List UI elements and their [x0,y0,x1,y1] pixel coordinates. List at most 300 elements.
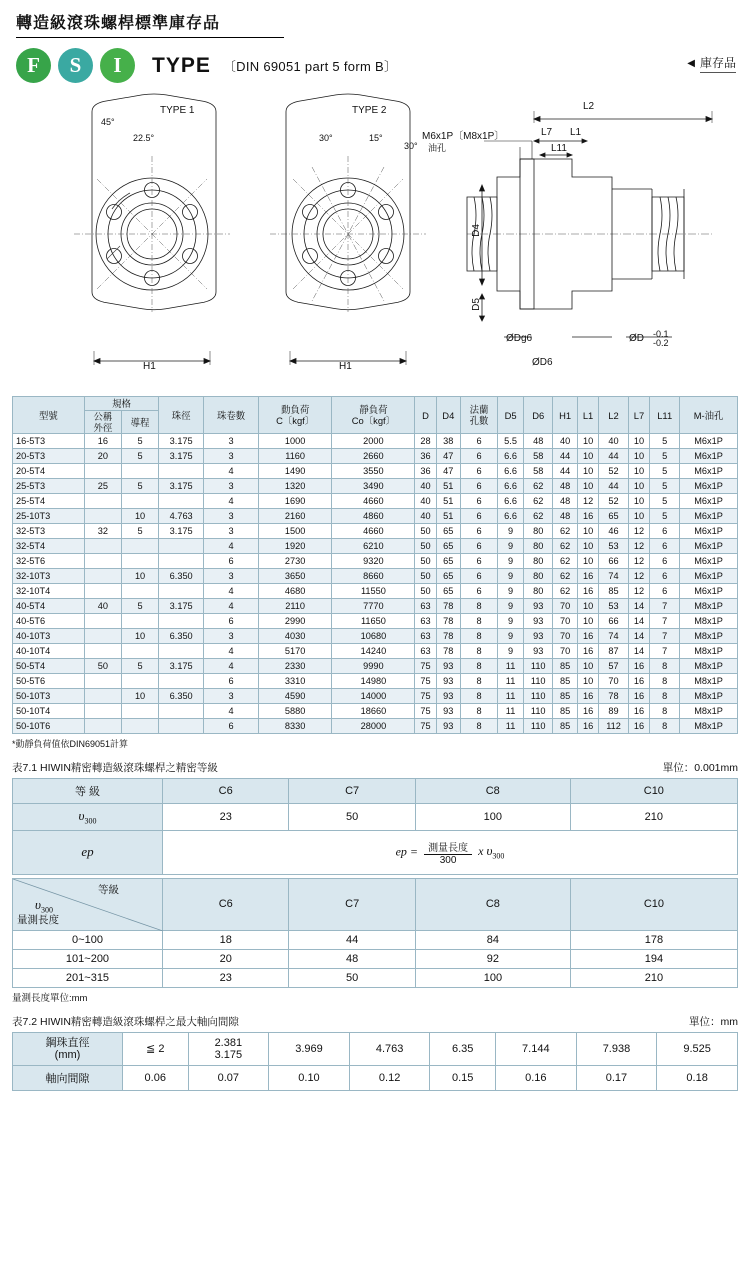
th-D6: D6 [524,397,553,434]
cell-model: 16-5T3 [13,434,85,449]
cell-L11: 7 [650,644,680,659]
cell-H1: 70 [553,644,577,659]
label-dg6: ØDg6 [506,333,533,344]
cell-D4: 93 [436,704,460,719]
cell-dia [84,584,121,599]
th-spec: 規格 [84,397,158,411]
cell-turns: 4 [204,599,259,614]
cell-C: 1500 [258,524,331,539]
cell-dia: 16 [84,434,121,449]
cell-oil: M8x1P [680,659,738,674]
table72 [12,1032,738,1091]
cell-L2: 65 [599,509,628,524]
cell-H1: 62 [553,524,577,539]
cell-H1: 44 [553,464,577,479]
cell-D5: 9 [498,644,524,659]
table71-row-v300 [13,804,738,831]
cell-turns: 6 [204,674,259,689]
cell-D: 75 [415,659,436,674]
th-turns: 珠卷數 [204,397,259,434]
cell-D: 63 [415,644,436,659]
cell-oil: M6x1P [680,434,738,449]
cell-L7: 12 [628,584,649,599]
cell-D: 36 [415,449,436,464]
cell-model: 25-10T3 [13,509,85,524]
cell-D: 63 [415,629,436,644]
cell-C: 5170 [258,644,331,659]
table72-clearance-label: 軸向間隙 [13,1065,123,1090]
cell-D: 63 [415,614,436,629]
cell-dia: 25 [84,479,121,494]
cell-D6: 58 [524,449,553,464]
table-row [13,968,738,987]
cell-model: 50-10T3 [13,689,85,704]
cell-model: 40-10T4 [13,644,85,659]
cell-L2: 44 [599,449,628,464]
cell-holes: 8 [460,719,497,734]
cell-Co: 11550 [332,584,415,599]
cell-H1: 44 [553,449,577,464]
cell-dia [84,689,121,704]
cell-D: 50 [415,554,436,569]
th-L7: L7 [628,397,649,434]
cell-C: 1160 [258,449,331,464]
cell-C: 4680 [258,584,331,599]
cell-value: 48 [289,949,415,968]
table-row [13,569,738,584]
table-row [13,434,738,449]
cell-lead: 10 [121,569,158,584]
cell-lead [121,554,158,569]
cell-ball-dia: 4.763 [349,1032,430,1065]
cell-L7: 14 [628,614,649,629]
cell-oil: M8x1P [680,689,738,704]
cell-clearance: 0.10 [269,1065,350,1090]
cell-Co: 3550 [332,464,415,479]
cell-ball [159,494,204,509]
cell-L11: 8 [650,659,680,674]
cell-ball-dia: 6.35 [430,1032,496,1065]
cell-L1: 10 [577,659,598,674]
cell-D5: 11 [498,719,524,734]
cell-ball-dia: ≦ 2 [123,1032,189,1065]
th-ball-dia: 珠徑 [159,397,204,434]
cell-L11: 5 [650,494,680,509]
label-d-tol-upper: -0.1 [653,329,669,339]
cell-L11: 7 [650,599,680,614]
table-lengths-diagonal-header [13,878,163,930]
cell-oil: M6x1P [680,569,738,584]
cell-Co: 9990 [332,659,415,674]
cell-H1: 62 [553,569,577,584]
cell-oil: M8x1P [680,614,738,629]
cell-turns: 3 [204,449,259,464]
cell-model: 50-5T6 [13,674,85,689]
cell-D6: 93 [524,599,553,614]
left-arrow-icon: ◀ [687,58,695,69]
cell-L1: 10 [577,479,598,494]
table-lengths-c10: C10 [570,878,737,930]
label-l2: L2 [583,101,595,112]
cell-H1: 62 [553,554,577,569]
cell-Co: 6210 [332,539,415,554]
cell-ball: 6.350 [159,569,204,584]
cell-turns: 3 [204,434,259,449]
page-title: 轉造級滾珠螺桿標準庫存品 [16,15,221,32]
cell-ball: 6.350 [159,689,204,704]
cell-value: 84 [415,930,570,949]
table-row [13,674,738,689]
cell-C: 1000 [258,434,331,449]
cell-Co: 14000 [332,689,415,704]
cell-ball [159,464,204,479]
table-row [13,949,738,968]
label-type2: TYPE 2 [352,105,387,116]
th-sta-load: 靜負荷 Co〔kgf〕 [332,397,415,434]
cell-L11: 5 [650,434,680,449]
cell-turns: 3 [204,689,259,704]
th-flange-holes: 法蘭 孔數 [460,397,497,434]
cell-L7: 16 [628,704,649,719]
cell-dia: 50 [84,659,121,674]
label-angle-45: 45° [101,117,115,127]
cell-holes: 6 [460,524,497,539]
cell-value: 92 [415,949,570,968]
cell-model: 32-10T3 [13,569,85,584]
cell-dia [84,644,121,659]
cell-lead: 5 [121,659,158,674]
cell-L1: 10 [577,524,598,539]
label-angle-30a: 30° [319,133,333,143]
cell-D: 75 [415,689,436,704]
cell-ball [159,674,204,689]
table-row [13,599,738,614]
cell-holes: 8 [460,614,497,629]
cell-D4: 78 [436,614,460,629]
table-row [13,554,738,569]
th-model: 型號 [13,397,85,434]
cell-dia: 20 [84,449,121,464]
cell-D6: 80 [524,554,553,569]
cell-turns: 4 [204,539,259,554]
cell-L11: 8 [650,704,680,719]
cell-L1: 16 [577,689,598,704]
technical-drawing [12,89,738,394]
table-row [13,629,738,644]
cell-L7: 10 [628,464,649,479]
table-lengths-c6: C6 [163,878,289,930]
cell-lead: 5 [121,524,158,539]
cell-C: 4030 [258,629,331,644]
cell-L11: 8 [650,719,680,734]
cell-ball: 3.175 [159,524,204,539]
cell-L2: 53 [599,539,628,554]
cell-L1: 10 [577,599,598,614]
cell-holes: 6 [460,584,497,599]
cell-model: 32-5T6 [13,554,85,569]
table-row [13,689,738,704]
cell-ball-dia: 7.938 [576,1032,657,1065]
cell-D5: 11 [498,704,524,719]
cell-D5: 9 [498,599,524,614]
cell-H1: 85 [553,689,577,704]
cell-ball [159,719,204,734]
ep-formula-fraction [424,839,472,866]
table-lengths-unit-note: 量測長度單位:mm [12,992,88,1004]
cell-D5: 9 [498,629,524,644]
cell-L1: 16 [577,509,598,524]
cell-dia: 32 [84,524,121,539]
badge-f: F [16,48,51,83]
cell-D6: 80 [524,539,553,554]
cell-C: 1690 [258,494,331,509]
cell-dia [84,719,121,734]
cell-dia [84,554,121,569]
cell-turns: 4 [204,584,259,599]
table71-grade-c10: C10 [570,779,737,804]
cell-turns: 4 [204,704,259,719]
cell-D5: 6.6 [498,509,524,524]
cell-H1: 62 [553,539,577,554]
table72-caption: 表7.2 HIWIN精密轉造級滾珠螺桿之最大軸向間隙 [12,1015,239,1028]
cell-ball: 3.175 [159,449,204,464]
cell-model: 25-5T4 [13,494,85,509]
cell-D6: 93 [524,614,553,629]
ep-formula-lhs: ep = [395,844,418,858]
cell-D: 50 [415,584,436,599]
cell-oil: M6x1P [680,494,738,509]
cell-D5: 6.6 [498,464,524,479]
label-d: ØD [629,333,644,344]
cell-model: 50-10T6 [13,719,85,734]
cell-L1: 10 [577,434,598,449]
cell-D5: 9 [498,569,524,584]
cell-turns: 6 [204,554,259,569]
cell-model: 32-10T4 [13,584,85,599]
cell-model: 40-5T4 [13,599,85,614]
cell-D4: 93 [436,659,460,674]
cell-C: 1920 [258,539,331,554]
spec-table-head-row-1 [13,397,738,411]
cell-lead: 5 [121,434,158,449]
cell-D5: 9 [498,614,524,629]
cell-dia [84,509,121,524]
cell-dia [84,674,121,689]
cell-range: 201~315 [13,968,163,987]
label-angle-15: 15° [369,133,383,143]
table-row [13,479,738,494]
cell-turns: 4 [204,494,259,509]
table-row [13,930,738,949]
cell-L7: 14 [628,599,649,614]
cell-Co: 4860 [332,509,415,524]
cell-L11: 5 [650,509,680,524]
cell-ball [159,644,204,659]
cell-H1: 70 [553,629,577,644]
cell-ball: 6.350 [159,629,204,644]
diag-label-grade: 等級 [98,883,119,896]
cell-Co: 18660 [332,704,415,719]
cell-holes: 6 [460,449,497,464]
cell-C: 1490 [258,464,331,479]
cell-C: 4590 [258,689,331,704]
table71-unit: 單位：0.001mm [662,762,738,774]
table-row [13,644,738,659]
cell-holes: 6 [460,464,497,479]
cell-oil: M8x1P [680,704,738,719]
cell-L11: 5 [650,464,680,479]
cell-H1: 40 [553,434,577,449]
cell-H1: 85 [553,704,577,719]
cell-L11: 6 [650,569,680,584]
cell-D6: 110 [524,704,553,719]
cell-L1: 16 [577,629,598,644]
cell-dia [84,494,121,509]
label-d5: D5 [470,298,482,311]
table-lengths-head [13,878,738,930]
cell-D4: 65 [436,539,460,554]
cell-H1: 85 [553,674,577,689]
label-d4: D4 [470,224,482,237]
table71-v300-c8: 100 [415,804,570,831]
table71-row-ep [13,830,738,874]
cell-lead [121,584,158,599]
spec-table-body [13,434,738,734]
standard-label: 〔DIN 69051 part 5 form B〕 [222,59,398,74]
badge-s: S [58,48,93,83]
cell-ball: 3.175 [159,659,204,674]
cell-holes: 6 [460,569,497,584]
cell-L7: 12 [628,569,649,584]
table71-v300-c7: 50 [289,804,415,831]
table71-grade-c7: C7 [289,779,415,804]
th-L1: L1 [577,397,598,434]
cell-L7: 10 [628,509,649,524]
cell-ball: 3.175 [159,434,204,449]
cell-D4: 51 [436,479,460,494]
cell-model: 50-10T4 [13,704,85,719]
cell-Co: 9320 [332,554,415,569]
cell-D6: 62 [524,479,553,494]
cell-H1: 48 [553,509,577,524]
cell-clearance: 0.07 [188,1065,269,1090]
cell-model: 20-5T3 [13,449,85,464]
cell-value: 44 [289,930,415,949]
table-lengths [12,878,738,988]
cell-oil: M6x1P [680,464,738,479]
cell-D: 40 [415,479,436,494]
table71-v300-label: $\upsilon_{300}$ [13,804,163,831]
cell-C: 2110 [258,599,331,614]
cell-clearance: 0.15 [430,1065,496,1090]
cell-L1: 16 [577,644,598,659]
table-row [13,704,738,719]
cell-L1: 16 [577,584,598,599]
stock-tag-label: 庫存品 [700,54,736,73]
cell-C: 2730 [258,554,331,569]
cell-D6: 110 [524,719,553,734]
spec-table [12,396,738,734]
cell-turns: 6 [204,719,259,734]
table71-v300-c6: 23 [163,804,289,831]
table72-ball-dia-label: 鋼珠直徑 (mm) [13,1032,123,1065]
label-oil-hole-sub: 油孔 [428,143,447,153]
table-row [13,614,738,629]
cell-D4: 93 [436,689,460,704]
cell-L2: 46 [599,524,628,539]
cell-holes: 8 [460,659,497,674]
spec-footnote: *動靜負荷值依DIN69051計算 [12,739,129,749]
cell-D6: 110 [524,689,553,704]
cell-turns: 4 [204,464,259,479]
th-L2: L2 [599,397,628,434]
cell-Co: 10680 [332,629,415,644]
cell-holes: 8 [460,689,497,704]
table71-grade-c6: C6 [163,779,289,804]
cell-D5: 9 [498,554,524,569]
cell-oil: M6x1P [680,449,738,464]
table-row [13,494,738,509]
cell-ball-dia: 2.381 3.175 [188,1032,269,1065]
cell-turns: 4 [204,659,259,674]
cell-model: 50-5T4 [13,659,85,674]
cell-oil: M8x1P [680,629,738,644]
cell-lead: 5 [121,599,158,614]
diag-label-measure: 量測長度 [17,913,59,926]
cell-ball-dia: 9.525 [657,1032,738,1065]
table71-row-grades [13,779,738,804]
table71-ep-formula [163,830,738,874]
cell-L11: 5 [650,449,680,464]
table-row [13,719,738,734]
cell-L11: 6 [650,584,680,599]
cell-lead: 5 [121,449,158,464]
cell-D5: 6.6 [498,494,524,509]
cell-holes: 6 [460,554,497,569]
th-lead: 導程 [121,411,158,434]
cell-L7: 10 [628,449,649,464]
table72-row-clearance [13,1065,738,1090]
badge-i: I [100,48,135,83]
cell-model: 25-5T3 [13,479,85,494]
cell-lead [121,494,158,509]
cell-clearance: 0.06 [123,1065,189,1090]
cell-holes: 6 [460,509,497,524]
table-row [13,539,738,554]
cell-D5: 11 [498,659,524,674]
cell-value: 50 [289,968,415,987]
cell-lead [121,704,158,719]
cell-D4: 78 [436,599,460,614]
cell-D6: 93 [524,629,553,644]
cell-value: 20 [163,949,289,968]
cell-D4: 38 [436,434,460,449]
cell-L11: 7 [650,614,680,629]
cell-D6: 93 [524,644,553,659]
cell-D6: 80 [524,524,553,539]
cell-D: 50 [415,539,436,554]
th-D5: D5 [498,397,524,434]
th-H1: H1 [553,397,577,434]
cell-value: 194 [570,949,737,968]
cell-Co: 4660 [332,494,415,509]
cell-D6: 110 [524,659,553,674]
cell-holes: 6 [460,494,497,509]
title-underline [16,37,284,38]
cell-turns: 6 [204,614,259,629]
cell-oil: M6x1P [680,524,738,539]
cell-L7: 12 [628,524,649,539]
